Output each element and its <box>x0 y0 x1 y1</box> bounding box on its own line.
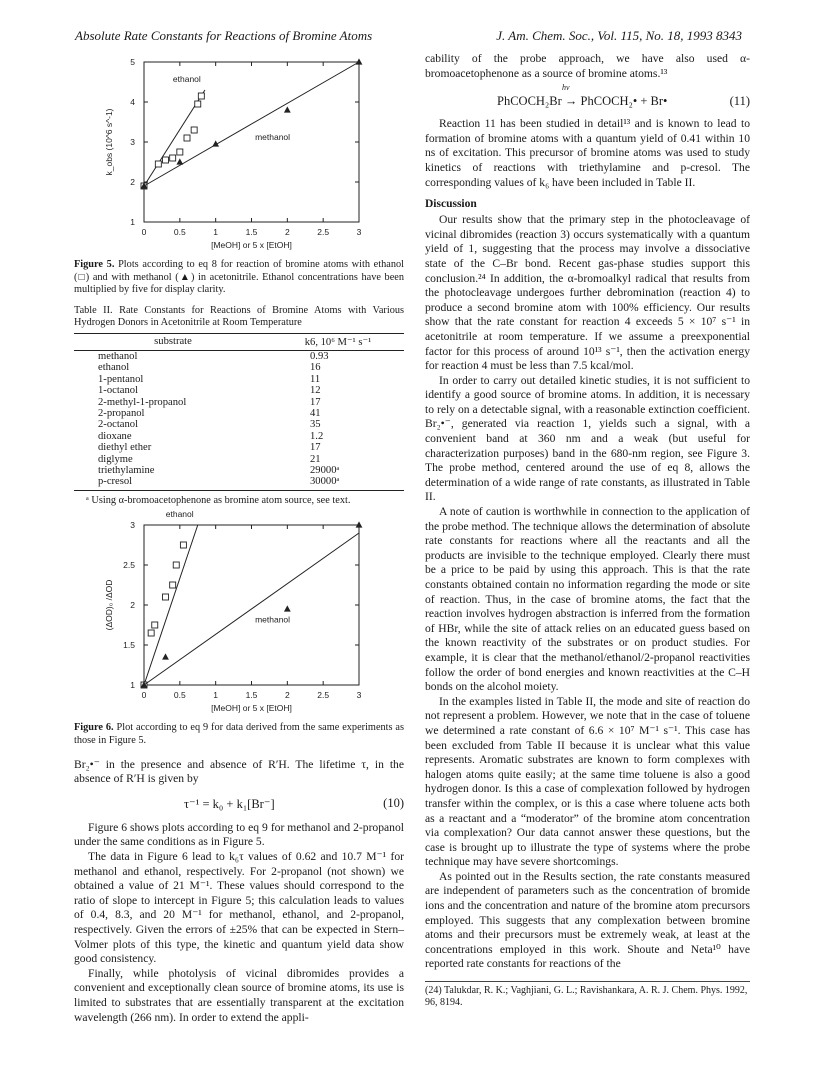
fig5-x-tick-label: 1.5 <box>245 227 258 237</box>
left-paragraph-1: Br₂•⁻ in the presence and absence of R′H. The lifetime τ, in the absence of R′H is given by <box>74 757 404 786</box>
equation-11-body: PhCOCH₂Br → PhCOCH₂• + Br• <box>497 94 668 109</box>
fig5-y-tick-label: 2 <box>130 177 135 187</box>
table-row <box>74 397 404 408</box>
table-cell-substrate: dioxane <box>98 430 132 442</box>
table-row <box>74 476 404 490</box>
equation-10-body: τ⁻¹ = k₀ + k₁[Br⁻] <box>184 796 275 811</box>
table-2 <box>74 333 404 491</box>
right-column <box>425 52 750 1010</box>
right-paragraph-4: A note of caution is worthwhile in connection to the application of the probe method. The technique allows the determination of absolute rate constants for reactions where all the reactants and all the products are invisible to the technique employed. Clearly there must be a price to be paid by using this approach. This is that the rate constants obtained contain no information regarding the mode or site of reaction. Thus, in the case of bromine atoms, the fact that the reaction involves hydrogen abstraction is inferred from the formation of HBr, while the site of attack relies on an educated guess based on the known reactivity of the substrates or on product studies. For example, it is clear that the methanol/ethanol/2-propanol reactivities follow the order of bond energies and known reactivities at the C–H bonds on the alcohol moiety. <box>425 505 750 694</box>
figure-6-caption-text: Plot according to eq 9 for data derived from the same experiments as those in Figure 5. <box>74 722 405 747</box>
left-column <box>74 52 404 1025</box>
table-2-col-k6: k6, 10⁶ M⁻¹ s⁻¹ <box>272 333 404 350</box>
table-cell-substrate: 1-octanol <box>98 385 139 397</box>
table-cell-k6: 11 <box>310 373 321 385</box>
table-cell-substrate: 1-pentanol <box>98 373 144 385</box>
right-paragraph-5: In the examples listed in Table II, the mode and site of reaction do not represent a problem. However, we note that in the case of toluene we determined a rate constant of 6.6 × 10⁷ M⁻¹ s⁻¹. This case has been excluded from Table II because it is unclear what this value represents. Aromatic substrates are known to form complexes with halogen atoms quite easily; at the same time toluene is also a good hydrogen donor. Is this a case of complexation followed by hydrogen transfer within the complex, or is this a case where toluene acts both as a reactant and a “moderator” of the bromine atom concentration via complexation? Our data cannot answer these questions, but the case is brought up to illustrate the type of systems where the probe technique may have severe shortcomings. <box>425 694 750 869</box>
fig6-x-tick-label: 1.5 <box>245 690 258 701</box>
figure-6-chart <box>74 509 404 715</box>
fig6-ethanol-point <box>152 622 158 628</box>
fig6-ethanol-point <box>173 562 179 568</box>
table-cell-k6: 30000ᵃ <box>272 476 404 490</box>
fig5-plot-frame <box>144 62 359 222</box>
table-row <box>74 408 404 419</box>
fig6-plot-frame <box>144 525 359 685</box>
fig6-x-tick-label: 3 <box>356 690 362 701</box>
figure-6-caption <box>74 722 404 747</box>
fig6-y-tick-label: 1.5 <box>123 640 135 651</box>
fig6-ethanol-point <box>163 594 169 600</box>
fig6-x-tick-label: 2.5 <box>317 690 330 701</box>
table-cell-substrate: methanol <box>98 350 138 362</box>
fig5-ethanol-point <box>177 149 183 155</box>
fig5-y-tick-label: 1 <box>130 217 135 227</box>
fig5-x-tick-label: 2.5 <box>317 227 330 237</box>
fig6-x-tick-label: 0 <box>141 690 147 701</box>
equation-10-number: (10) <box>383 795 404 810</box>
fig6-ethanol-point <box>170 582 176 588</box>
fig5-ethanol-point <box>163 157 169 163</box>
fig5-y-axis-label: k_obs (10^6 s^-1) <box>104 108 114 176</box>
table-cell-substrate: 2-propanol <box>98 408 145 419</box>
figure-5-label: Figure 5. <box>74 259 115 270</box>
fig5-y-tick-label: 5 <box>130 57 135 67</box>
figure-5-chart <box>74 52 404 252</box>
fig6-x-tick-label: 2 <box>284 690 290 701</box>
left-paragraph-3: The data in Figure 6 lead to k₆τ values of 0.62 and 10.7 M⁻¹ for methanol and ethanol, respectively. For 2-propanol (not shown) we obtained a value of 21 M⁻¹. These values should correspond to the ratio of slope to intercept in Figure 5; this calculation leads to values of 0.4, 8.3, and 20 M⁻¹ for methanol, ethanol, and 2-propanol, respectively. Given the errors of ±25% that can be expected in Stern–Volmer plots of this type, the kinetic and quantum yield data show good consistency. <box>74 850 404 966</box>
table-cell-k6: 21 <box>310 453 321 465</box>
table-2-title: Table II. Rate Constants for Reactions of Bromine Atoms with Various Hydrogen Donors in Acetonitrile at Room Temperature <box>74 304 404 329</box>
fig5-x-tick-label: 3 <box>356 227 362 237</box>
right-paragraph-2: Our results show that the primary step in the photocleavage of vicinal dibromides (reaction 3) occurs systematically with a quantum yield of 1, suggesting that the process may involve a dissociative state of the C–Br bond. Recent gas-phase studies support this conclusion.²⁴ In addition, the α-bromoalkyl radical that results from the photocleavage undergoes further debromination (reaction 4) to produce a second bromine atom with 100% efficiency. Our results show that the rate constant for reaction 4 exceeds 5 × 10⁷ s⁻¹ in acetonitrile at room temperature. If we assume a preexponential factor for this process of around 10¹³ s⁻¹, then the activation energy for reaction 4 must be less than 7.5 kcal/mol. <box>425 213 750 373</box>
table-cell-substrate: diethyl ether <box>98 442 152 454</box>
table-cell-k6: 41 <box>310 408 321 419</box>
fig6-y-tick-label: 3 <box>130 520 135 531</box>
table-cell-substrate: ethanol <box>98 362 130 374</box>
table-row <box>74 454 404 465</box>
right-paragraph-3: In order to carry out detailed kinetic studies, it is not sufficient to identify a good source of bromine atoms. In addition, it is necessary to rely on a detectable signal, with a reasonable extinction coefficient. Br₂•⁻, generated via reaction 1, yields such a signal, with a convenient band at 360 nm and a weak (but useful for characterization purposes) band in the 680-nm region, see Figure 3. The probe method, centered around the use of eq 8, allows the determination of a wide range of rate constants, as illustrated in Table II. <box>425 373 750 504</box>
equation-11-hv: hν <box>562 83 570 93</box>
left-paragraph-2: Figure 6 shows plots according to eq 9 for methanol and 2-propanol under the same conditions as in Figure 5. <box>74 820 404 849</box>
equation-11 <box>425 81 750 117</box>
fig5-x-tick-label: 0.5 <box>173 227 186 237</box>
table-row <box>74 362 404 373</box>
fig5-y-tick-label: 3 <box>130 137 135 147</box>
fig6-methanol-fit-line <box>144 533 359 685</box>
table-2-body <box>74 350 404 490</box>
running-header-citation: J. Am. Chem. Soc., Vol. 115, No. 18, 1993 8343 <box>496 28 742 43</box>
table-row <box>74 442 404 453</box>
fig6-y-tick-label: 1 <box>130 680 135 691</box>
figure-5-caption-text: Plots according to eq 8 for reaction of bromine atoms with ethanol (□) and with methanol (▲) in acetonitrile. Ethanol concentrations have been multiplied by five for display clarity. <box>74 259 404 296</box>
fig5-ethanol-point <box>170 155 176 161</box>
table-cell-k6: 16 <box>310 362 321 374</box>
fig5-x-tick-label: 1 <box>213 227 219 237</box>
right-paragraph-0: cability of the probe approach, we have also used α-bromoacetophenone as a source of bromine atoms.¹³ <box>425 52 750 80</box>
figure-6-label: Figure 6. <box>74 722 114 734</box>
fig6-x-tick-label: 0.5 <box>173 690 186 701</box>
fig5-ethanol-point <box>155 161 161 167</box>
fig5-methanol-point <box>284 106 291 112</box>
fig6-y-tick-label: 2 <box>130 600 135 611</box>
right-paragraph-6: As pointed out in the Results section, the rate constants measured are independent of parameters such as the concentration of bromide ions and the concentration and nature of the bromine atom precursors employed. This suggests that any complexation between bromine atoms and their precursors must be extremely weak, at least at the concentrations employed in this work. Shoute and Neta¹⁰ have reported rate constants for reactions of the <box>425 869 750 971</box>
table-cell-k6: 17 <box>310 442 321 454</box>
table-cell-k6: 0.93 <box>310 350 329 362</box>
fig5-ethanol-point <box>184 135 190 141</box>
table-cell-k6: 12 <box>310 385 321 397</box>
fig5-methanol-series-label: methanol <box>255 132 291 142</box>
fig6-ethanol-series-label: ethanol <box>165 509 194 520</box>
right-paragraph-1: Reaction 11 has been studied in detail¹³ and is known to lead to formation of bromine atoms with a quantum yield of 0.41 within 10 ns of excitation. This precursor of bromine atoms was used to study kinetics of reactions with triethylamine and p-cresol. The corresponding values of k₆ have been included in Table II. <box>425 117 750 189</box>
table-row <box>74 431 404 442</box>
equation-10 <box>74 787 404 821</box>
fig6-x-axis-label: [MeOH] or 5 x [EtOH] <box>211 703 292 714</box>
table-row <box>74 374 404 385</box>
fig5-ethanol-series-label: ethanol <box>172 74 201 84</box>
table-cell-k6: 17 <box>310 396 321 408</box>
table-row <box>74 419 404 430</box>
fig5-ethanol-point <box>198 93 204 99</box>
footnote-24: (24) Talukdar, R. K.; Vaghjiani, G. L.; Ravishankara, A. R. J. Chem. Phys. 1992, 96, 8194. <box>425 981 750 1010</box>
table-cell-substrate: 2-octanol <box>98 419 139 431</box>
fig5-ethanol-point <box>191 127 197 133</box>
table-cell-k6: 35 <box>310 419 321 431</box>
fig6-ethanol-point <box>180 542 186 548</box>
fig5-y-tick-label: 4 <box>130 97 135 107</box>
fig6-ethanol-fit-line <box>144 525 198 685</box>
table-2-col-substrate: substrate <box>74 333 272 350</box>
table-cell-k6: 1.2 <box>310 430 324 442</box>
fig6-methanol-point <box>162 654 169 660</box>
left-paragraph-4: Finally, while photolysis of vicinal dibromides provides a convenient and exceptionally clean source of bromine atoms, its use is limited to substrates that are essentially transparent at the excitation wavelength (266 nm). In order to extend the appli- <box>74 966 404 1024</box>
table-cell-k6: 29000ᵃ <box>310 465 340 477</box>
fig6-methanol-point <box>284 606 291 612</box>
table-cell-substrate: 2-methyl-1-propanol <box>98 396 187 408</box>
table-cell-substrate: p-cresol <box>74 476 272 490</box>
fig6-y-axis-label: (ΔOD)₀ /ΔOD <box>104 580 114 631</box>
fig6-methanol-series-label: methanol <box>255 615 291 626</box>
fig5-x-tick-label: 0 <box>141 227 147 237</box>
running-header-title: Absolute Rate Constants for Reactions of Bromine Atoms <box>75 28 373 43</box>
table-row <box>74 385 404 396</box>
table-row <box>74 350 404 362</box>
table-2-footnote: ᵃ Using α-bromoacetophenone as bromine atom source, see text. <box>86 494 351 506</box>
fig5-methanol-point <box>176 158 183 164</box>
fig5-x-tick-label: 2 <box>284 227 290 237</box>
fig6-x-tick-label: 1 <box>213 690 219 701</box>
table-cell-substrate: triethylamine <box>98 465 155 477</box>
fig6-ethanol-point <box>148 630 154 636</box>
discussion-heading: Discussion <box>425 198 477 211</box>
fig6-y-tick-label: 2.5 <box>123 560 135 571</box>
table-row <box>74 465 404 476</box>
equation-11-number: (11) <box>729 94 750 109</box>
fig5-x-axis-label: [MeOH] or 5 x [EtOH] <box>211 240 292 250</box>
table-cell-substrate: diglyme <box>98 453 133 465</box>
figure-5-caption <box>74 259 404 297</box>
fig5-ethanol-point <box>195 101 201 107</box>
